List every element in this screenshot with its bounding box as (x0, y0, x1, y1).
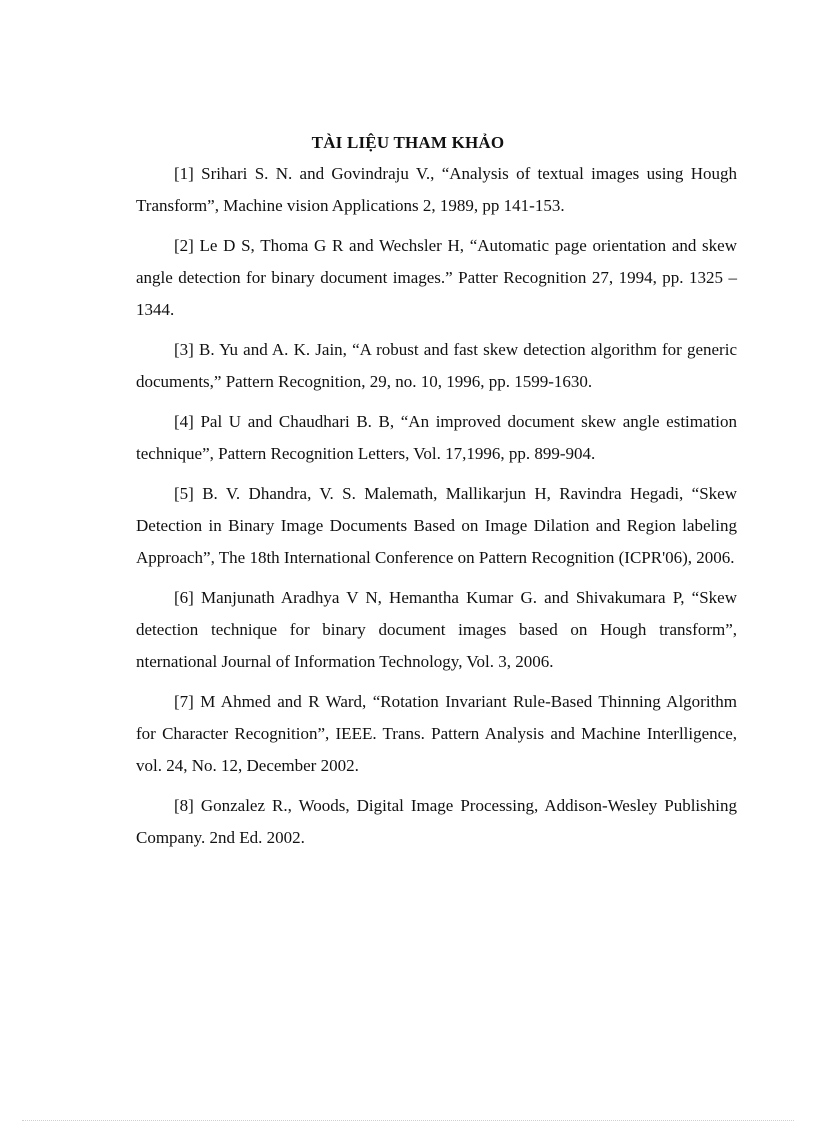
page-bottom-divider (22, 1120, 794, 1121)
reference-item-5: [5] B. V. Dhandra, V. S. Malemath, Mallikarjun H, Ravindra Hegadi, “Skew Detection in Binary Image Documents Based on Image Dilation and Region labeling Approach”, The 18th International Conference on Pattern Recognition (ICPR'06), 2006. (136, 484, 737, 567)
reference-item-4: [4] Pal U and Chaudhari B. B, “An improved document skew angle estimation technique”, Pattern Recognition Letters, Vol. 17,1996, pp. 899-904. (136, 412, 737, 463)
reference-item-3: [3] B. Yu and A. K. Jain, “A robust and fast skew detection algorithm for generic documents,” Pattern Recognition, 29, no. 10, 1996, pp. 1599-1630. (136, 340, 737, 391)
reference-item-8: [8] Gonzalez R., Woods, Digital Image Processing, Addison-Wesley Publishing Company. 2nd Ed. 2002. (136, 796, 737, 847)
reference-item-1: [1] Srihari S. N. and Govindraju V., “Analysis of textual images using Hough Transform”, Machine vision Applications 2, 1989, pp 141-153. (136, 164, 737, 215)
reference-item-2: [2] Le D S, Thoma G R and Wechsler H, “Automatic page orientation and skew angle detection for binary document images.” Patter Recognition 27, 1994, pp. 1325 – 1344. (136, 236, 737, 319)
reference-item-7: [7] M Ahmed and R Ward, “Rotation Invariant Rule-Based Thinning Algorithm for Character Recognition”, IEEE. Trans. Pattern Analysis and Machine Interlligence, vol. 24, No. 12, December 2002. (136, 692, 737, 775)
reference-item-6: [6] Manjunath Aradhya V N, Hemantha Kumar G. and Shivakumara P, “Skew detection technique for binary document images based on Hough transform”, nternational Journal of Information Technology, Vol. 3, 2006. (136, 588, 737, 671)
reference-list (136, 158, 737, 862)
page-title: TÀI LIỆU THAM KHẢO (311, 133, 505, 152)
